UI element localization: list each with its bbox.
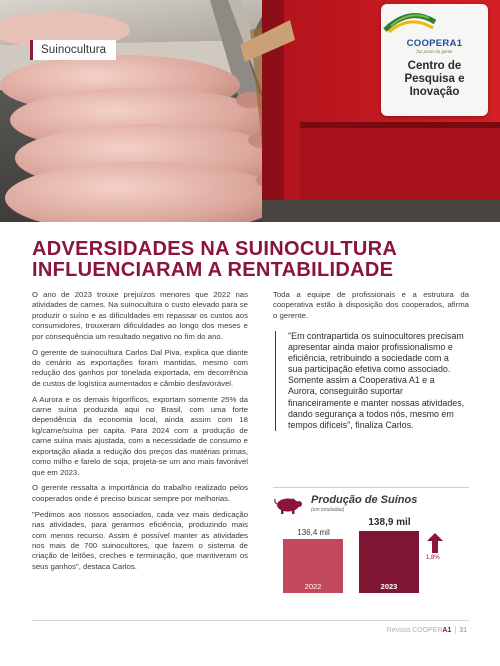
cooper-a1-logo-icon: [381, 4, 439, 34]
chart-value-label: 138,9 mil: [368, 517, 411, 528]
footer-separator: |: [454, 627, 457, 634]
pig-icon: [273, 496, 303, 514]
article-paragraph: "Pedimos aos nossos associados, cada vez mais dedicação nas atividades, para gerarmos eficiência, produzindo mais com menos recurso. Assim é possível manter as atividades nos mais de 700 suinocultores, que fazem o sistema de criação de leitões, creches e terminação, que mantiveram os seus ganhos", destaca Carlos.: [32, 509, 248, 571]
hero-photo: [0, 0, 500, 222]
article-paragraph: O gerente de suinocultura Carlos Dal Piva, explica que diante do cenário as exportações foram mantidas, mesmo com redução dos ganhos por tonelada exportada, em decorrência de custos de logística aumentados e câmbio desfavorável.: [32, 347, 248, 388]
sign-slogan: faz parte da gente: [416, 49, 453, 54]
research-center-sign: [381, 4, 488, 116]
article-paragraph: O ano de 2023 trouxe prejuízos menores que 2022 nas atividades de carnes. Na suinocultura o custo elevado para se produzir o suíno e as dificuldades em repassar os custos aos consumidores, trouxeram dificuldades ao longo dos meses e por consequência um resultado negativo no fim do ano.: [32, 290, 248, 341]
section-tag: Suinocultura: [30, 40, 116, 60]
sign-brand: [381, 38, 488, 49]
pull-quote: "Em contrapartida os suinocultores precisam apresentar ainda maior profissionalismo e eficiência, retribuindo a sociedade com a sua participação efetiva como associado. Somente assim a Cooperativa A1 e a Aurora, conseguirão suportar financeiramente e manter nossas atividades, dando segurança a todos nós, mesmo em tempos difíceis", finaliza Carlos.: [275, 331, 465, 431]
sign-text: [385, 60, 484, 99]
footer-magazine: Revista COOPERA1: [386, 627, 452, 634]
article-right-column: [273, 290, 469, 327]
article-paragraph: Toda a equipe de profissionais e a estrutura da cooperativa estão à disposição dos cooperados, afirma o gerente.: [273, 290, 469, 320]
page-footer: [387, 627, 467, 634]
sign-line: Pesquisa e: [404, 73, 465, 85]
chart-value-label: 136,4 mil: [297, 528, 330, 537]
chart-category-label: 2023: [380, 582, 398, 591]
article-paragraph: O gerente ressalta a importância do trabalho realizado pelos cooperados onde é preciso buscar sempre por melhorias.: [32, 483, 248, 503]
chart-unit: (em toneladas): [311, 507, 345, 513]
sign-line: Inovação: [409, 86, 460, 98]
article-headline: ADVERSIDADES NA SUINOCULTURA INFLUENCIARAM A RENTABILIDADE: [32, 238, 397, 281]
chart-title: Produção de Suínos: [311, 494, 418, 506]
chart-category-label: 2022: [304, 582, 322, 591]
production-chart: [273, 487, 469, 605]
sign-brand-main: COOPER: [406, 38, 450, 49]
footer-divider: [32, 620, 469, 621]
sign-brand-accent: A1: [449, 38, 463, 49]
up-arrow-icon: [427, 533, 443, 553]
article-left-column: [32, 290, 248, 578]
article-paragraph: A Aurora e os demais frigoríficos, exportam somente 25% da carne suína produzida aqui no Brasil, com uma forte dependência da economia local, ainda assim com 18 kg/carne/suína per capita. Para 2024 com a produção de carne suína mais ajustada, com a necessidade de consumo e exportação aliada a redução dos preços das matérias primas, como milho e farelo de soja, projeta-se um ano mais favorável que em 2023.: [32, 394, 248, 477]
sign-line: Centro de: [407, 60, 462, 72]
page-number: 31: [459, 627, 467, 634]
growth-value: 1,8%: [426, 555, 440, 561]
